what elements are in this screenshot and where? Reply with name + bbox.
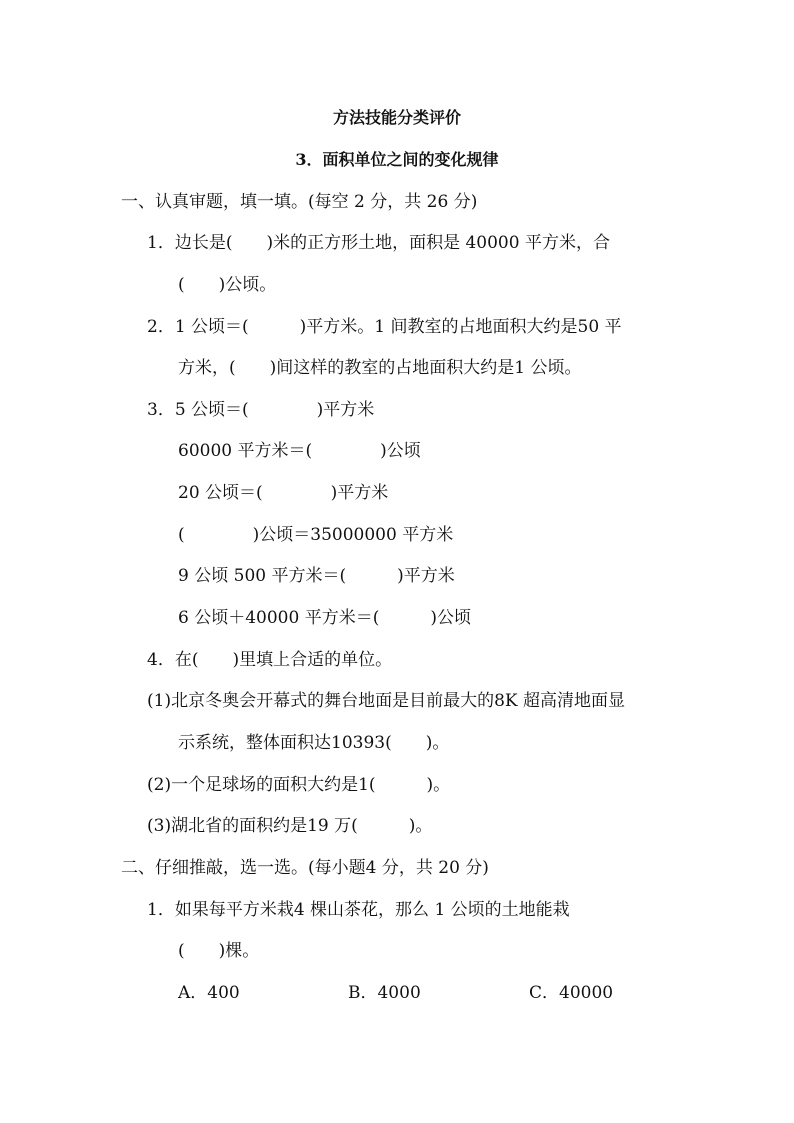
question-2-1-line-2: ( )棵。 — [178, 941, 260, 961]
option-a: A．400 — [178, 983, 240, 1003]
question-1-4-1-line-2: 示系统，整体面积达10393( )。 — [178, 733, 450, 753]
question-1-4-line-1: 4．在( )里填上合适的单位。 — [147, 650, 393, 670]
question-1-2-line-1: 2．1 公顷＝( )平方米。1 间教室的占地面积大约是50 平 — [147, 317, 622, 337]
worksheet-subtitle: 3．面积单位之间的变化规律 — [295, 150, 499, 169]
question-1-3-line-3: 20 公顷＝( )平方米 — [178, 483, 389, 503]
question-1-4-3: (3)湖北省的面积约是19 万( )。 — [147, 816, 433, 836]
option-c: C．40000 — [529, 983, 614, 1003]
question-1-3-line-1: 3．5 公顷＝( )平方米 — [147, 400, 375, 420]
option-b: B．4000 — [348, 983, 421, 1003]
section-2-heading: 二、仔细推敲，选一选。(每小题4 分，共 20 分) — [121, 858, 489, 878]
question-2-1-line-1: 1．如果每平方米栽4 棵山茶花，那么 1 公顷的土地能栽 — [147, 900, 570, 920]
question-1-3-line-5: 9 公顷 500 平方米＝( )平方米 — [178, 566, 455, 586]
question-1-4-2: (2)一个足球场的面积大约是1( )。 — [147, 775, 451, 795]
question-1-3-line-6: 6 公顷＋40000 平方米＝( )公顷 — [178, 608, 471, 628]
question-1-4-1-line-1: (1)北京冬奥会开幕式的舞台地面是目前最大的8K 超高清地面显 — [147, 691, 625, 711]
question-1-1-line-2: ( )公顷。 — [178, 275, 277, 295]
worksheet-title: 方法技能分类评价 — [332, 108, 461, 127]
question-1-3-line-2: 60000 平方米＝( )公顷 — [178, 441, 421, 461]
question-1-2-line-2: 方米，( )间这样的教室的占地面积大约是1 公顷。 — [178, 358, 582, 378]
question-1-1-line-1: 1．边长是( )米的正方形土地，面积是 40000 平方米，合 — [147, 233, 610, 253]
section-1-heading: 一、认真审题，填一填。(每空 2 分，共 26 分) — [121, 192, 478, 212]
question-1-3-line-4: ( )公顷＝35000000 平方米 — [178, 525, 454, 545]
